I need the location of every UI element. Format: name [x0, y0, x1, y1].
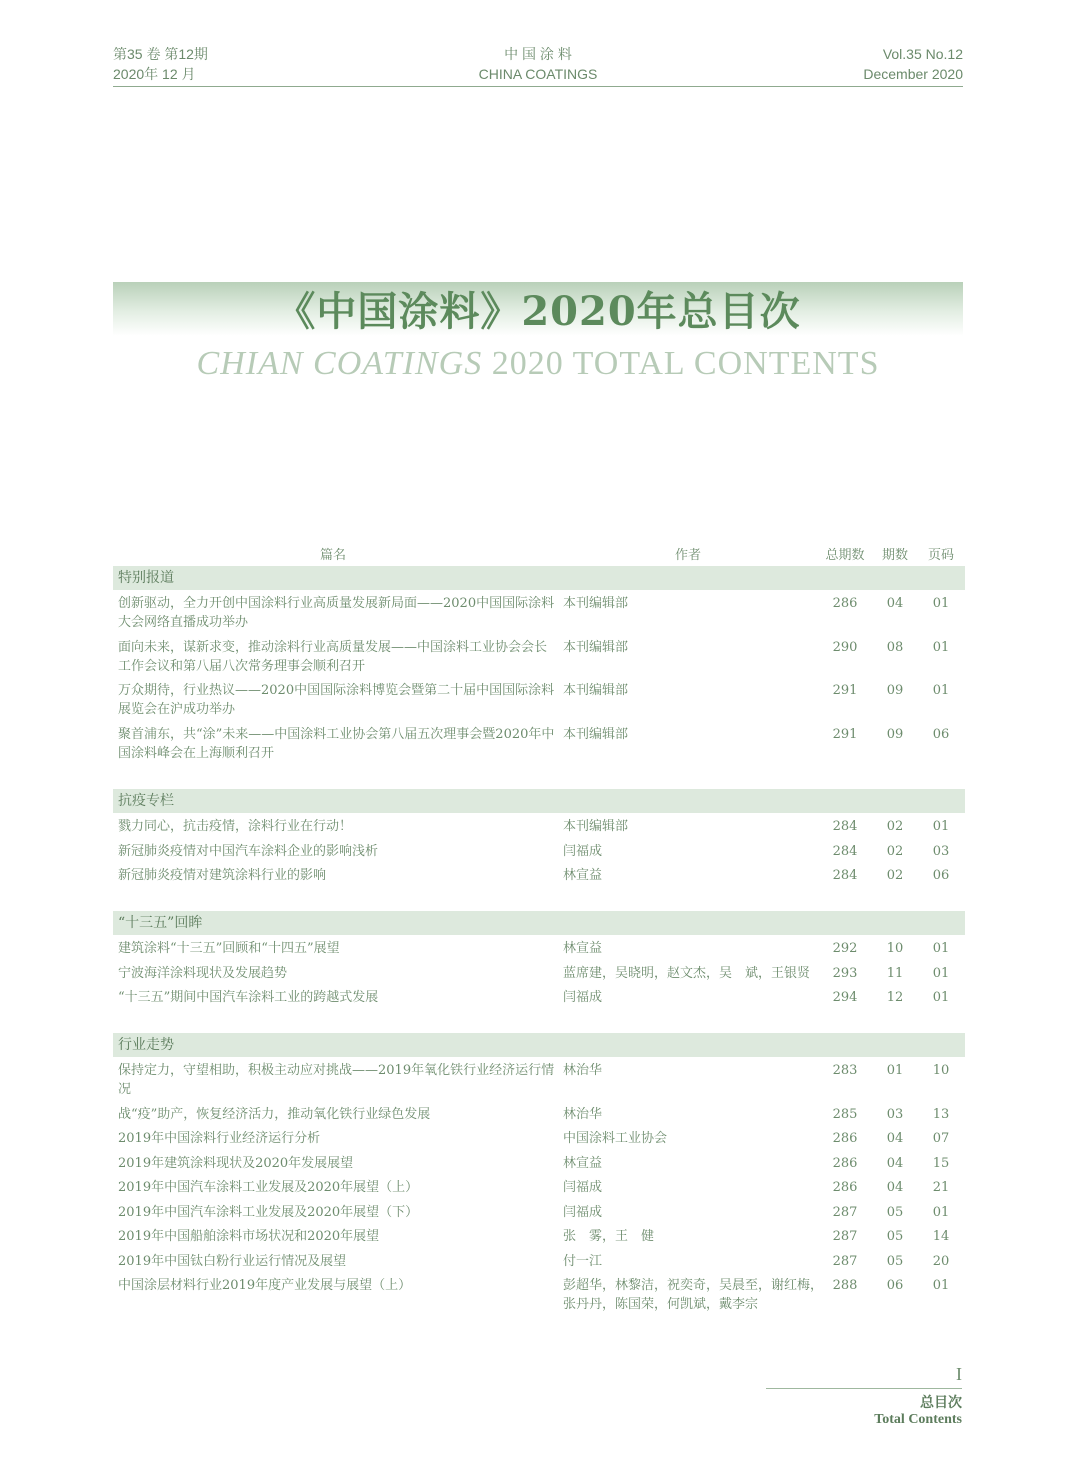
entry-page: 01 [932, 1204, 950, 1220]
footer-rule [766, 1388, 962, 1389]
entry-total-issue: 284 [832, 819, 858, 834]
entry-page: 01 [932, 683, 950, 698]
entry-total-issue: 291 [832, 726, 858, 742]
col-title-header: 篇名 [319, 548, 346, 563]
entry-author: 闫福成 [563, 1180, 603, 1195]
entry-title: 保持定力，守望相助，积极主动应对挑战——2019年氧化铁行业经济运行情况 [118, 1063, 555, 1097]
entry-total-issue: 284 [832, 868, 858, 883]
entry-page: 03 [932, 843, 950, 859]
entry-total-issue: 284 [832, 843, 858, 859]
entry-total-issue: 291 [832, 683, 858, 698]
entry-total-issue: 287 [832, 1204, 858, 1220]
entry-title: 聚首浦东，共“涂”未来——中国涂料工业协会第八届五次理事会暨2020年中国涂料峰会在上海顺利召开 [118, 726, 555, 761]
entry-author: 林治华 [563, 1063, 603, 1078]
entry-author: 闫福成 [563, 990, 603, 1005]
entry-issue: 05 [886, 1253, 904, 1269]
col-page-header: 页码 [927, 548, 954, 563]
entry-total-issue: 293 [832, 965, 858, 981]
entry-title: 2019年中国汽车涂料工业发展及2020年展望（上） [118, 1180, 419, 1195]
entry-title: 戮力同心，抗击疫情，涂料行业在行动！ [118, 819, 353, 834]
running-header [113, 44, 963, 87]
entry-total-issue: 287 [832, 1253, 858, 1269]
entry-issue: 04 [886, 596, 904, 611]
entry-author: 闫福成 [563, 1204, 603, 1220]
entry-author: 林宣益 [563, 941, 603, 956]
entry-author: 蓝席建，吴晓明，赵文杰，吴 斌，王银贤 [563, 965, 811, 981]
col-author-header: 作者 [674, 548, 701, 563]
entry-page: 01 [932, 819, 950, 834]
entry-issue: 03 [886, 1106, 904, 1122]
col-total-issue-header: 总期数 [825, 548, 865, 563]
col-issue-header: 期数 [881, 548, 908, 563]
entry-author: 本刊编辑部 [563, 683, 629, 698]
entry-author: 本刊编辑部 [563, 596, 629, 611]
page-title-en [113, 344, 963, 384]
entry-title: “十三五”期间中国汽车涂料工业的跨越式发展 [118, 990, 379, 1005]
volume-issue-en: Vol.35 No.12 [882, 46, 963, 62]
entry-author: 张 雾，王 健 [563, 1229, 655, 1244]
entry-page: 01 [932, 1278, 950, 1293]
entry-issue: 02 [886, 819, 904, 834]
entry-page: 01 [932, 990, 950, 1005]
journal-name-zh: 中 国 涂 料 [504, 46, 572, 62]
entry-title: 战“疫”助产，恢复经济活力，推动氧化铁行业绿色发展 [118, 1106, 431, 1122]
header-center [413, 44, 663, 84]
entry-author: 林宣益 [563, 868, 603, 883]
entry-author: 本刊编辑部 [563, 819, 629, 834]
entry-issue: 01 [886, 1063, 904, 1078]
entry-page: 01 [932, 941, 950, 956]
entry-total-issue: 292 [832, 941, 858, 956]
entry-title: 建筑涂料“十三五”回顾和“十四五”展望 [118, 941, 340, 956]
page-number: I [956, 1364, 962, 1384]
footer-label-en: Total Contents [874, 1412, 962, 1427]
date-zh: 2020年 12 月 [113, 66, 196, 82]
toc-section [113, 1033, 965, 1312]
entry-author: 本刊编辑部 [563, 639, 629, 655]
entry-total-issue: 283 [832, 1063, 858, 1078]
toc-section [113, 789, 965, 883]
entry-page: 21 [932, 1180, 950, 1195]
entry-title: 万众期待，行业热议——2020中国国际涂料博览会暨第二十届中国国际涂料展览会在沪成功举办 [118, 683, 555, 717]
entry-issue: 04 [886, 1180, 904, 1195]
entry-page: 01 [932, 965, 950, 981]
toc-section [113, 911, 965, 1005]
entry-title: 2019年中国船舶涂料市场状况和2020年展望 [118, 1229, 380, 1244]
entry-title: 新冠肺炎疫情对中国汽车涂料企业的影响浅析 [118, 843, 379, 859]
entry-total-issue: 287 [832, 1229, 858, 1244]
entry-author: 中国涂料工业协会 [563, 1131, 668, 1146]
entry-issue: 05 [886, 1229, 904, 1244]
entry-page: 10 [932, 1063, 950, 1078]
date-en: December 2020 [863, 66, 963, 82]
entry-title: 宁波海洋涂料现状及发展趋势 [118, 965, 288, 981]
entry-author: 本刊编辑部 [563, 726, 629, 742]
entry-issue: 06 [886, 1278, 904, 1293]
entry-page: 13 [932, 1106, 950, 1122]
entry-page: 15 [932, 1155, 950, 1171]
toc-column-headers [113, 544, 963, 566]
entry-issue: 11 [886, 965, 904, 981]
entry-author: 彭超华，林黎洁，祝奕奇，吴晨至，谢红梅，张丹丹，陈国荣，何凯斌，戴李宗 [563, 1278, 824, 1312]
section-heading: 抗疫专栏 [113, 789, 965, 813]
entry-page: 01 [932, 596, 950, 611]
entry-issue: 08 [886, 639, 904, 655]
entry-total-issue: 286 [832, 1180, 858, 1195]
page-title-zh: 《中国涂料》2020年总目次 [275, 288, 801, 335]
entry-page: 07 [932, 1131, 950, 1146]
entry-total-issue: 294 [832, 990, 858, 1005]
entry-author: 林治华 [563, 1106, 603, 1122]
entry-issue: 02 [886, 868, 904, 883]
entry-page: 06 [932, 868, 950, 883]
journal-name-en: CHINA COATINGS [478, 66, 598, 82]
section-heading: “十三五”回眸 [113, 911, 965, 935]
section-heading: 特别报道 [113, 566, 965, 590]
entry-author: 付一江 [563, 1253, 603, 1269]
entry-total-issue: 286 [832, 1155, 858, 1171]
entry-page: 14 [932, 1229, 950, 1244]
entry-page: 01 [932, 639, 950, 655]
entry-author: 闫福成 [563, 843, 603, 859]
entry-issue: 04 [886, 1155, 904, 1171]
header-right [863, 44, 963, 84]
entry-title: 新冠肺炎疫情对建筑涂料行业的影响 [118, 868, 327, 883]
entry-issue: 12 [886, 990, 904, 1005]
entry-issue: 09 [886, 726, 904, 742]
entry-title: 创新驱动，全力开创中国涂料行业高质量发展新局面——2020中国国际涂料大会网络直播成功举办 [118, 596, 555, 630]
entry-title: 2019年中国汽车涂料工业发展及2020年展望（下） [118, 1204, 419, 1220]
entry-issue: 02 [886, 843, 904, 859]
entry-page: 20 [932, 1253, 950, 1269]
entry-issue: 05 [886, 1204, 904, 1220]
entry-author: 林宣益 [563, 1155, 603, 1171]
entry-total-issue: 290 [832, 639, 858, 655]
title-en-italic: CHIAN COATINGS [196, 345, 483, 382]
title-en-rest: 2020 TOTAL CONTENTS [491, 345, 880, 382]
entry-total-issue: 286 [832, 596, 858, 611]
entry-title: 中国涂层材料行业2019年度产业发展与展望（上） [118, 1278, 412, 1293]
entry-issue: 04 [886, 1131, 904, 1146]
entry-total-issue: 285 [832, 1106, 858, 1122]
footer-label-zh: 总目次 [920, 1395, 962, 1411]
volume-issue-zh: 第35 卷 第12期 [113, 46, 208, 62]
toc-section [113, 566, 965, 761]
entry-issue: 09 [886, 683, 904, 698]
entry-issue: 10 [886, 941, 904, 956]
entry-title: 2019年中国钛白粉行业运行情况及展望 [118, 1253, 347, 1269]
entry-title: 面向未来，谋新求变，推动涂料行业高质量发展——中国涂料工业协会会长工作会议和第八届八次常务理事会顺利召开 [118, 639, 548, 674]
entry-page: 06 [932, 726, 950, 742]
section-heading: 行业走势 [113, 1033, 965, 1057]
entry-total-issue: 286 [832, 1131, 858, 1146]
entry-title: 2019年中国涂料行业经济运行分析 [118, 1131, 321, 1146]
entry-total-issue: 288 [832, 1278, 858, 1293]
header-left [113, 44, 208, 84]
entry-title: 2019年建筑涂料现状及2020年发展展望 [118, 1155, 354, 1171]
